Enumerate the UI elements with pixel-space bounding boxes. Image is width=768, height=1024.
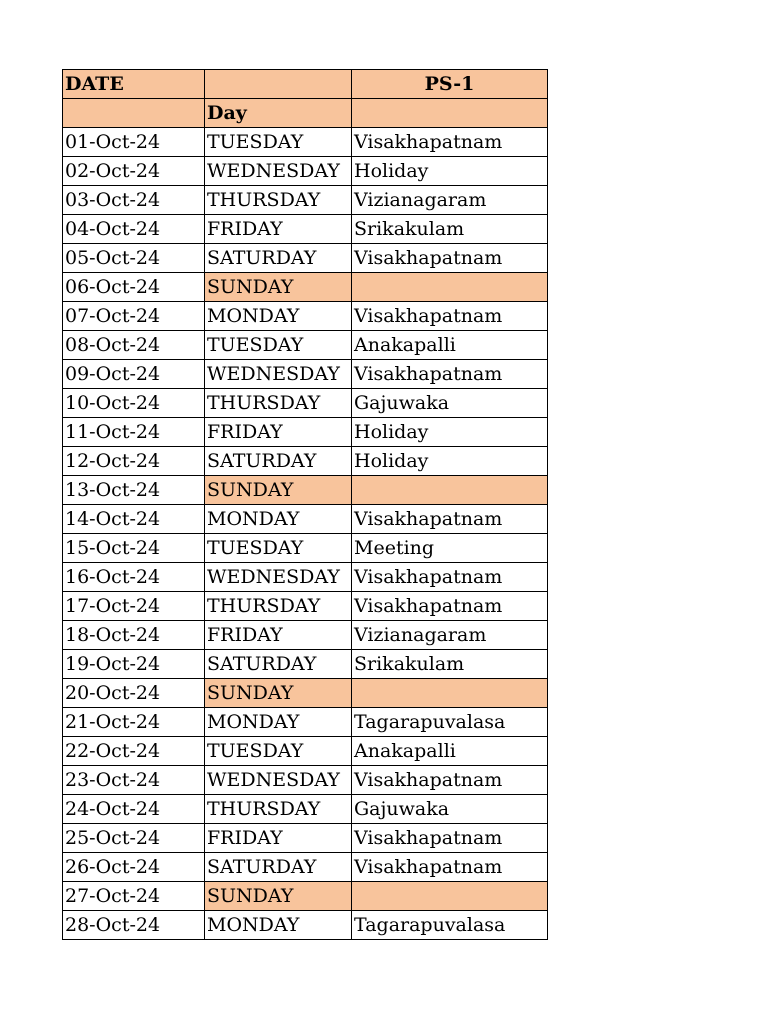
header-row-1 xyxy=(63,70,548,99)
ps-cell: Visakhapatnam xyxy=(352,505,548,534)
ps-cell: Holiday xyxy=(352,157,548,186)
ps-cell: Visakhapatnam xyxy=(352,360,548,389)
table-row xyxy=(63,215,548,244)
ps-cell: Vizianagaram xyxy=(352,186,548,215)
ps-cell: Visakhapatnam xyxy=(352,766,548,795)
table-row xyxy=(63,389,548,418)
table-row xyxy=(63,476,548,505)
ps-cell: Holiday xyxy=(352,447,548,476)
ps-cell: Holiday xyxy=(352,418,548,447)
date-cell: 20-Oct-24 xyxy=(63,679,205,708)
table-row xyxy=(63,447,548,476)
ps-cell xyxy=(352,882,548,911)
date-cell: 18-Oct-24 xyxy=(63,621,205,650)
date-cell: 26-Oct-24 xyxy=(63,853,205,882)
table-row xyxy=(63,505,548,534)
date-cell: 10-Oct-24 xyxy=(63,389,205,418)
table-row xyxy=(63,331,548,360)
date-cell: 22-Oct-24 xyxy=(63,737,205,766)
day-cell: FRIDAY xyxy=(205,418,352,447)
table-row xyxy=(63,302,548,331)
day-cell: WEDNESDAY xyxy=(205,360,352,389)
table-row xyxy=(63,766,548,795)
day-cell: MONDAY xyxy=(205,911,352,940)
table-row xyxy=(63,824,548,853)
date-cell: 21-Oct-24 xyxy=(63,708,205,737)
schedule-body xyxy=(63,70,548,940)
date-cell: 11-Oct-24 xyxy=(63,418,205,447)
date-cell: 05-Oct-24 xyxy=(63,244,205,273)
day-cell: FRIDAY xyxy=(205,824,352,853)
day-cell: SUNDAY xyxy=(205,882,352,911)
header-day-cell: Day xyxy=(205,99,352,128)
table-row xyxy=(63,911,548,940)
ps-cell: Srikakulam xyxy=(352,215,548,244)
header-blank-cell xyxy=(205,70,352,99)
table-row xyxy=(63,418,548,447)
ps-cell: Anakapalli xyxy=(352,331,548,360)
date-cell: 04-Oct-24 xyxy=(63,215,205,244)
table-row xyxy=(63,708,548,737)
header-date-cell: DATE xyxy=(63,70,205,99)
day-cell: WEDNESDAY xyxy=(205,766,352,795)
day-cell: TUESDAY xyxy=(205,534,352,563)
table-row xyxy=(63,563,548,592)
date-cell: 25-Oct-24 xyxy=(63,824,205,853)
date-cell: 16-Oct-24 xyxy=(63,563,205,592)
day-cell: SUNDAY xyxy=(205,476,352,505)
date-cell: 14-Oct-24 xyxy=(63,505,205,534)
day-cell: SATURDAY xyxy=(205,244,352,273)
header-ps-cell: PS-1 xyxy=(352,70,548,99)
date-cell: 03-Oct-24 xyxy=(63,186,205,215)
date-cell: 17-Oct-24 xyxy=(63,592,205,621)
table-row xyxy=(63,853,548,882)
date-cell: 13-Oct-24 xyxy=(63,476,205,505)
ps-cell: Gajuwaka xyxy=(352,389,548,418)
ps-cell: Srikakulam xyxy=(352,650,548,679)
table-row xyxy=(63,650,548,679)
header-blank-cell xyxy=(352,99,548,128)
ps-cell: Visakhapatnam xyxy=(352,592,548,621)
day-cell: THURSDAY xyxy=(205,795,352,824)
header-row-2 xyxy=(63,99,548,128)
ps-cell xyxy=(352,679,548,708)
day-cell: SATURDAY xyxy=(205,447,352,476)
table-row xyxy=(63,244,548,273)
day-cell: SATURDAY xyxy=(205,853,352,882)
ps-cell: Visakhapatnam xyxy=(352,853,548,882)
day-cell: MONDAY xyxy=(205,708,352,737)
table-row xyxy=(63,592,548,621)
date-cell: 01-Oct-24 xyxy=(63,128,205,157)
table-row xyxy=(63,621,548,650)
ps-cell xyxy=(352,476,548,505)
ps-cell: Tagarapuvalasa xyxy=(352,911,548,940)
ps-cell: Tagarapuvalasa xyxy=(352,708,548,737)
ps-cell: Visakhapatnam xyxy=(352,302,548,331)
date-cell: 19-Oct-24 xyxy=(63,650,205,679)
day-cell: WEDNESDAY xyxy=(205,563,352,592)
schedule-table xyxy=(62,69,548,940)
day-cell: TUESDAY xyxy=(205,737,352,766)
date-cell: 12-Oct-24 xyxy=(63,447,205,476)
ps-cell: Visakhapatnam xyxy=(352,563,548,592)
header-blank-cell xyxy=(63,99,205,128)
ps-cell: Vizianagaram xyxy=(352,621,548,650)
ps-cell: Anakapalli xyxy=(352,737,548,766)
day-cell: SUNDAY xyxy=(205,679,352,708)
date-cell: 23-Oct-24 xyxy=(63,766,205,795)
table-row xyxy=(63,186,548,215)
day-cell: THURSDAY xyxy=(205,389,352,418)
ps-cell: Visakhapatnam xyxy=(352,824,548,853)
date-cell: 24-Oct-24 xyxy=(63,795,205,824)
table-row xyxy=(63,882,548,911)
table-row xyxy=(63,534,548,563)
date-cell: 02-Oct-24 xyxy=(63,157,205,186)
table-row xyxy=(63,795,548,824)
day-cell: SUNDAY xyxy=(205,273,352,302)
day-cell: MONDAY xyxy=(205,505,352,534)
date-cell: 07-Oct-24 xyxy=(63,302,205,331)
table-row xyxy=(63,737,548,766)
day-cell: SATURDAY xyxy=(205,650,352,679)
day-cell: THURSDAY xyxy=(205,186,352,215)
date-cell: 27-Oct-24 xyxy=(63,882,205,911)
date-cell: 06-Oct-24 xyxy=(63,273,205,302)
date-cell: 09-Oct-24 xyxy=(63,360,205,389)
table-row xyxy=(63,360,548,389)
table-row xyxy=(63,273,548,302)
date-cell: 15-Oct-24 xyxy=(63,534,205,563)
ps-cell: Gajuwaka xyxy=(352,795,548,824)
ps-cell: Meeting xyxy=(352,534,548,563)
ps-cell: Visakhapatnam xyxy=(352,244,548,273)
day-cell: TUESDAY xyxy=(205,128,352,157)
day-cell: THURSDAY xyxy=(205,592,352,621)
date-cell: 08-Oct-24 xyxy=(63,331,205,360)
ps-cell: Visakhapatnam xyxy=(352,128,548,157)
day-cell: TUESDAY xyxy=(205,331,352,360)
date-cell: 28-Oct-24 xyxy=(63,911,205,940)
day-cell: FRIDAY xyxy=(205,215,352,244)
day-cell: WEDNESDAY xyxy=(205,157,352,186)
day-cell: MONDAY xyxy=(205,302,352,331)
ps-cell xyxy=(352,273,548,302)
table-row xyxy=(63,679,548,708)
day-cell: FRIDAY xyxy=(205,621,352,650)
table-row xyxy=(63,128,548,157)
table-row xyxy=(63,157,548,186)
